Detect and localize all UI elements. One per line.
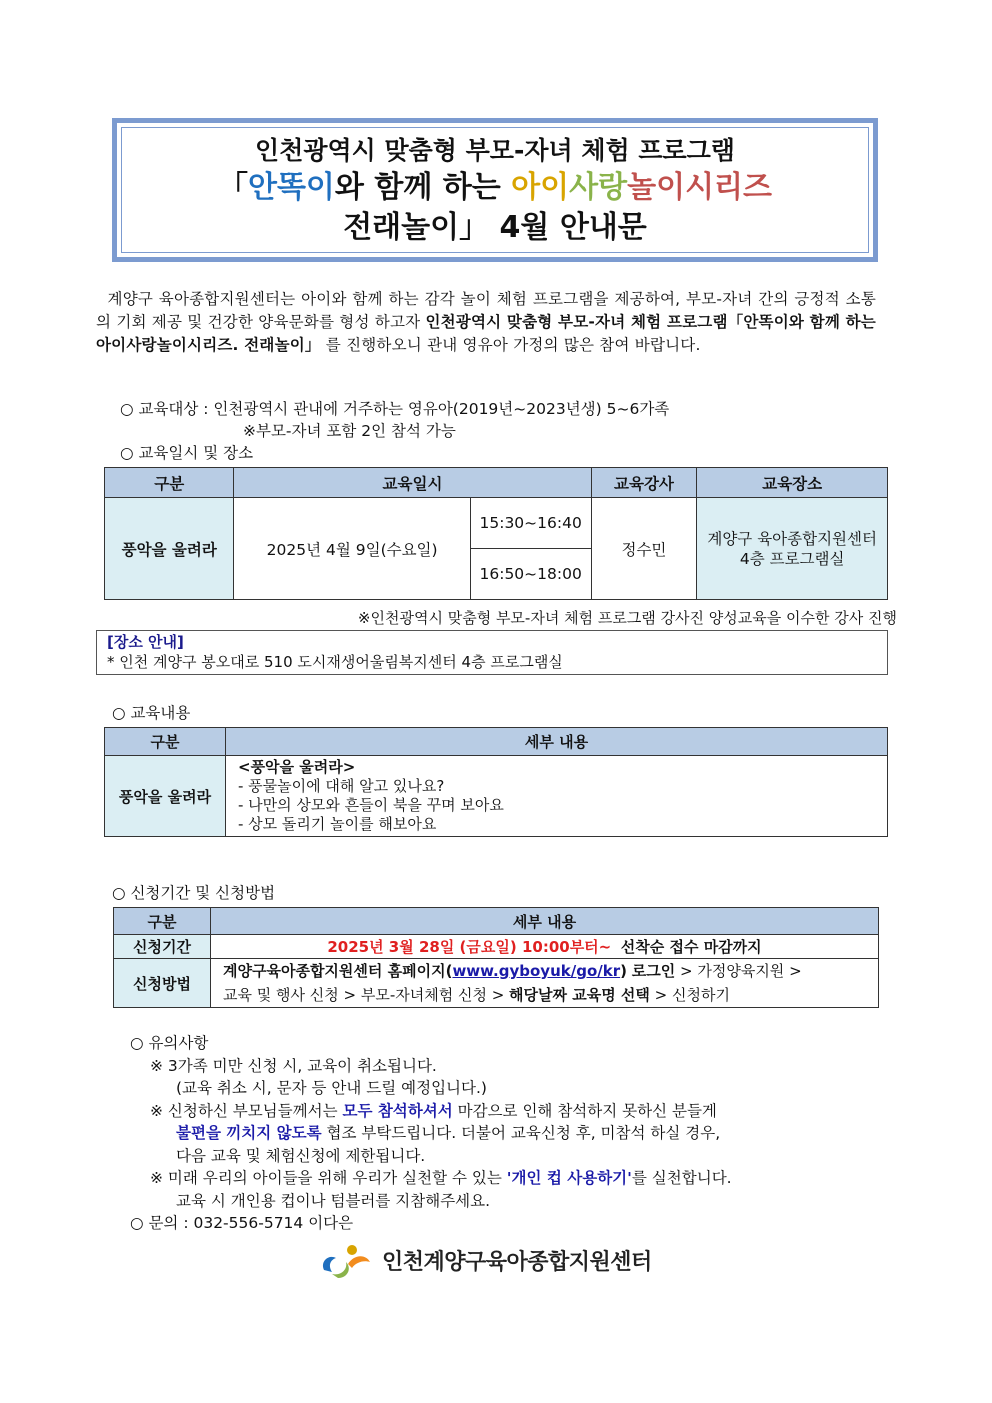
title-series-1: 아이: [511, 170, 570, 205]
content-heading: ○ 교육내용: [112, 704, 191, 722]
method-value: [211, 959, 879, 1008]
schedule-footnote: ※인천광역시 맞춤형 부모-자녀 체험 프로그램 강사진 양성교육을 이수한 강사 진행: [357, 609, 897, 627]
method-line-2: [223, 983, 866, 1007]
method-path: 교육 및 행사 신청 > 부모-자녀체험 신청 >: [223, 986, 510, 1004]
content-header-detail: 세부 내용: [226, 728, 888, 756]
place-line-2: 4층 프로그램실: [739, 549, 845, 568]
program-name: 풍악을 울려라: [105, 498, 234, 600]
note-2-line2: [130, 1122, 890, 1145]
title-line-2: [122, 168, 868, 208]
bracket-open: 「: [217, 170, 248, 205]
header-datetime: 교육일시: [234, 468, 591, 498]
method-line-1: [223, 959, 866, 983]
target-note: ※부모-자녀 포함 2인 참석 가능: [243, 422, 456, 440]
method-site: 계양구육아종합지원센터 홈페이지(: [223, 962, 453, 980]
content-label: 풍악을 울려라: [105, 756, 226, 837]
intro-bold: 인천광역시 맞춤형 부모-자녀 체험 프로그램「안똑이와 함께 하는 아이사랑놀이시리즈. 전래놀이」: [96, 313, 876, 354]
apply-heading: ○ 신청기간 및 신청방법: [112, 884, 276, 902]
apply-header-detail: 세부 내용: [211, 908, 879, 935]
note-3: [130, 1167, 890, 1190]
note-2-line3: 다음 교육 및 체험신청에 제한됩니다.: [176, 1146, 426, 1165]
program-date: 2025년 4월 9일(수요일): [234, 498, 470, 600]
homepage-link[interactable]: www.gyboyuk/go/kr: [452, 962, 621, 980]
content-item-1: - 풍물놀이에 대해 알고 있나요?: [238, 777, 445, 795]
title-line-1: 인천광역시 맞춤형 부모-자녀 체험 프로그램: [255, 136, 735, 165]
header-place: 교육장소: [697, 468, 888, 498]
method-close: ): [620, 962, 627, 980]
note-2c: 협조 부탁드립니다. 더불어 교육신청 후, 미참석 하실 경우,: [321, 1124, 721, 1142]
title-line-3: 전래놀이」 4월 안내문: [343, 210, 647, 245]
content-header-category: 구분: [105, 728, 226, 756]
instructor-name: 정수민: [591, 498, 697, 600]
note-1: ※ 3가족 미만 신청 시, 교육이 취소됩니다.: [150, 1056, 437, 1075]
title-series-2: 사랑: [569, 170, 628, 205]
period-date: 2025년 3월 28일 (금요일) 10:00부터~: [327, 938, 612, 956]
content-detail: [226, 756, 888, 837]
period-label: 신청기간: [114, 935, 211, 959]
note-3-emph: '개인 컵 사용하기': [506, 1169, 632, 1187]
content-item-2: - 나만의 상모와 흔들이 북을 꾸며 보아요: [238, 796, 504, 814]
title-series-3: 놀이: [627, 170, 686, 205]
target-line: ○ 교육대상 : 인천광역시 관내에 거주하는 영유아(2019년~2023년생) 5~6가족: [120, 400, 670, 418]
intro-text-1: 계양구 육아종합지원센터는 아이와 함께 하는 감각 놀이 체험 프로그램을 제공하여, 부모-자녀 간의 긍정적 소통의 기회 제공 및 건강한 양육문화를 형성 하고자: [96, 290, 876, 331]
note-3a: ※ 미래 우리의 아이들을 위해 우리가 실천할 수 있는: [150, 1169, 507, 1187]
title-inner: [121, 127, 869, 253]
title-box: [112, 118, 878, 262]
time-slot-2: 16:50~18:00: [470, 549, 591, 600]
logo-icon: [318, 1240, 374, 1280]
place-info-box: [96, 630, 888, 675]
period-value: [211, 935, 879, 959]
notes-heading: ○ 유의사항: [130, 1034, 209, 1052]
content-title: <풍악을 울려라>: [238, 758, 356, 776]
note-2a: ※ 신청하신 부모님들께서는: [150, 1101, 343, 1120]
content-table: [104, 727, 888, 837]
title-word-antogi: 안똑이: [247, 170, 335, 205]
logo-text: 인천계양구육아종합지원센터: [382, 1249, 652, 1275]
method-final: > 신청하기: [649, 986, 730, 1004]
notes-section: [130, 1032, 890, 1235]
period-rest: 선착순 접수 마감까지: [620, 938, 762, 956]
contact-line: ○ 문의 : 032-556-5714 이다은: [130, 1214, 354, 1232]
note-2-emph-2: 불편을 끼치지 않도록: [176, 1124, 322, 1142]
header-category: 구분: [105, 468, 234, 498]
method-login: 로그인: [631, 962, 676, 980]
apply-header-category: 구분: [114, 908, 211, 935]
method-select: 해당날짜 교육명 선택: [509, 986, 650, 1004]
note-3b: 를 실천합니다.: [631, 1169, 732, 1187]
method-label: 신청방법: [114, 959, 211, 1008]
place-line-1: 계양구 육아종합지원센터: [707, 529, 877, 548]
schedule-heading: ○ 교육일시 및 장소: [120, 444, 254, 462]
time-slot-1: 15:30~16:40: [470, 498, 591, 549]
note-2: [130, 1100, 890, 1123]
intro-text-2: 를 진행하오니 관내 영유아 가정의 많은 참여 바랍니다.: [325, 336, 701, 354]
header-instructor: 교육강사: [591, 468, 697, 498]
title-series-4: 시리즈: [685, 170, 773, 205]
method-rest: > 가정양육지원 >: [675, 962, 802, 980]
place-title: [장소 안내]: [107, 633, 184, 651]
schedule-table: [104, 467, 888, 600]
program-place: [697, 498, 888, 600]
note-3-line2: 교육 시 개인용 컵이나 텀블러를 지참해주세요.: [176, 1191, 491, 1210]
place-address: * 인천 계양구 봉오대로 510 도시재생어울림복지센터 4층 프로그램실: [107, 653, 563, 671]
center-logo: [318, 1240, 652, 1280]
title-mid: 와 함께 하는: [334, 170, 512, 205]
note-2b: 마감으로 인해 참석하지 못하신 분들게: [452, 1101, 717, 1120]
apply-table: [113, 907, 879, 1008]
note-1b: (교육 취소 시, 문자 등 안내 드릴 예정입니다.): [176, 1079, 487, 1097]
intro-paragraph: [96, 288, 876, 357]
content-item-3: - 상모 돌리기 놀이를 해보아요: [238, 815, 437, 833]
note-2-emph-1: 모두 참석하셔서: [342, 1101, 453, 1120]
